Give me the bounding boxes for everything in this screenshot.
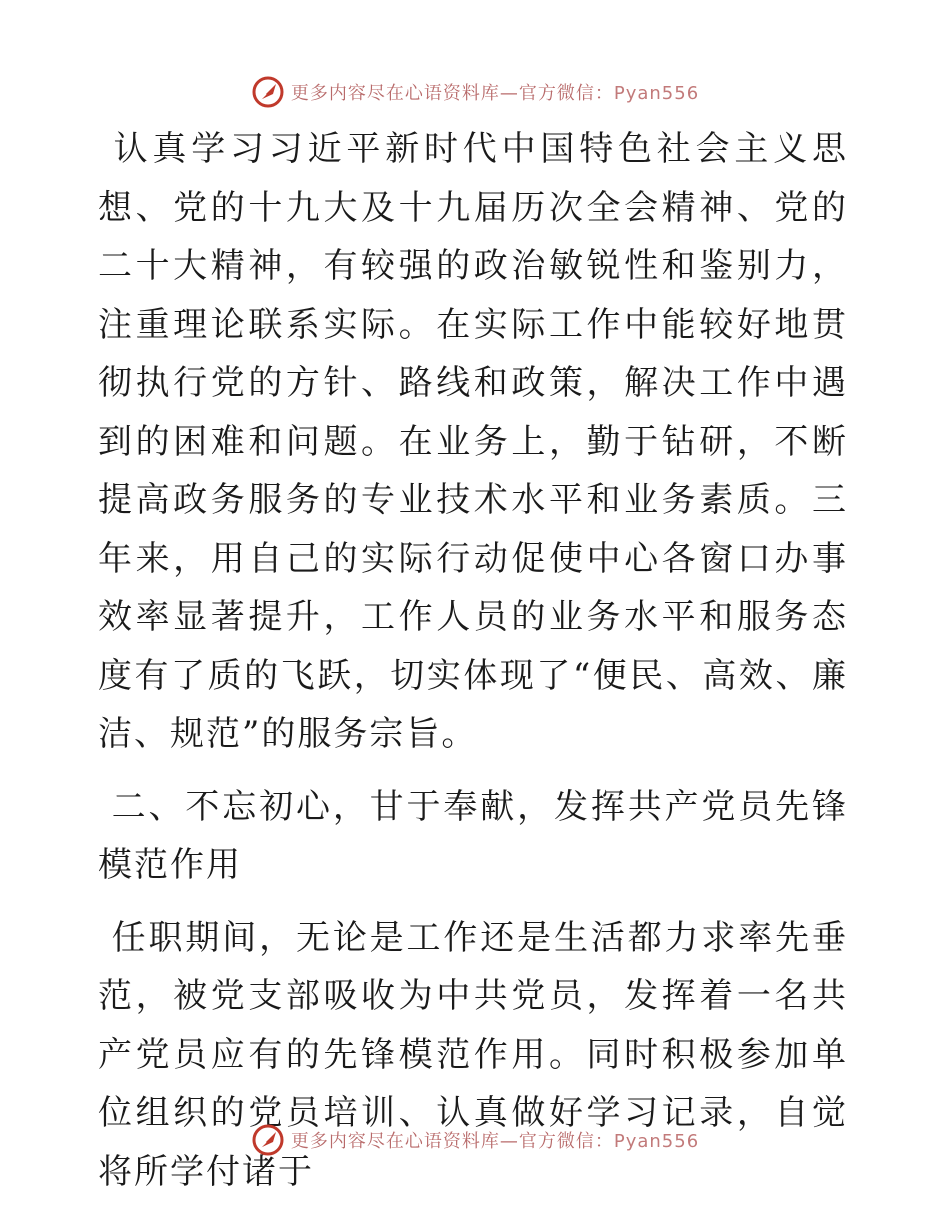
header-banner-text (291, 79, 699, 105)
paragraph-study: 认真学习习近平新时代中国特色社会主义思想、党的十九大及十九届历次全会精神、党的二十大精神，有较强的政治敏锐性和鉴别力，注重理论联系实际。在实际工作中能较好地贯彻执行党的方针、路线和政策，解决工作中遇到的困难和问题。在业务上，勤于钻研，不断提高政务服务的专业技术水平和业务素质。三年来，用自己的实际行动促使中心各窗口办事效率显著提升，工作人员的业务水平和服务态度有了质的飞跃，切实体现了“便民、高效、廉洁、规范”的服务宗旨。 (98, 129, 848, 754)
quill-logo-icon (251, 1123, 285, 1157)
document-body (98, 120, 848, 1201)
paragraph-service: 任职期间，无论是工作还是生活都力求率先垂范，被党支部吸收为中共党员，发挥着一名共产党员应有的先锋模范作用。同时积极参加单位组织的党员培训、认真做好学习记录，自觉将所学付诸于 (98, 917, 848, 1192)
header-banner (0, 72, 950, 112)
footer-wechat-id: Pyan556 (613, 1131, 700, 1152)
footer-banner (0, 1120, 950, 1160)
header-wechat-id: Pyan556 (613, 83, 700, 104)
section-heading: 二、不忘初心，甘于奉献，发挥共产党员先锋模范作用 (98, 786, 848, 885)
footer-banner-label: 更多内容尽在心语资料库—官方微信： (290, 1131, 614, 1152)
quill-logo-icon (251, 75, 285, 109)
header-banner-label: 更多内容尽在心语资料库—官方微信： (290, 83, 614, 104)
footer-banner-text (291, 1127, 699, 1153)
